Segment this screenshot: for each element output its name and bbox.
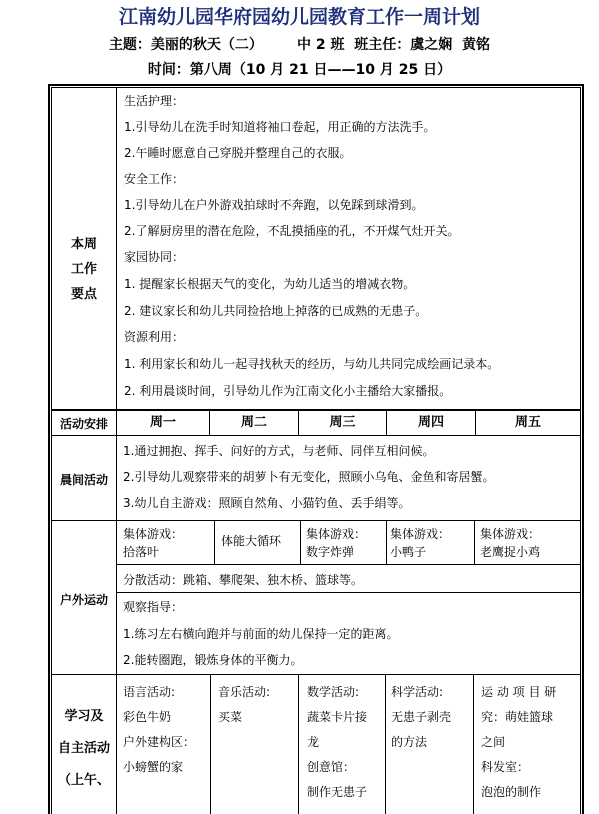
care-heading: 生活护理：	[124, 94, 185, 108]
game-divider-3	[386, 521, 387, 564]
label-column-divider	[116, 87, 117, 814]
learn-divider-2	[298, 675, 299, 814]
resource-item-1: 1. 利用家长和幼儿一起寻找秋天的经历，与幼儿共同完成绘画记录本。	[124, 357, 500, 371]
guidance-item-2: 2.能转圈跑，锻炼身体的平衡力。	[123, 653, 303, 667]
home-item-1: 1. 提醒家长根据天气的变化，为幼儿适当的增减衣物。	[124, 277, 416, 291]
guidance-item-1: 1.练习左右横向跑并与前面的幼儿保持一定的距离。	[123, 627, 399, 641]
safety-item-2: 2.了解厨房里的潜在危险，不乱摸插座的孔，不开煤气灶开关。	[124, 224, 460, 238]
page-title: 江南幼儿园华府园幼儿园教育工作一周计划	[118, 6, 480, 28]
game-fri: 集体游戏： 老鹰捉小鸡	[480, 527, 541, 559]
table-border-right-inner	[580, 87, 581, 814]
time-line: 时间：第八周（10 月 21 日——10 月 25 日）	[147, 62, 452, 78]
table-border-left	[48, 84, 50, 814]
game-divider-4	[474, 521, 475, 564]
game-divider-1	[214, 521, 215, 564]
learning-wed: 数学活动: 蔬菜卡片接 龙 创意馆： 制作无患子	[307, 685, 368, 799]
table-border-top-inner	[51, 87, 581, 88]
game-divider-2	[300, 521, 301, 564]
day-header-wed: 周三	[329, 415, 356, 430]
guidance-heading: 观察指导：	[123, 600, 184, 614]
safety-item-1: 1.引导幼儿在户外游戏拍球时不奔跑，以免踩到球滑到。	[124, 198, 424, 212]
schedule-label: 活动安排	[59, 417, 108, 431]
morning-item-2: 2.引导幼儿观察带来的胡萝卜有无变化，照顾小乌龟、金鱼和寄居蟹。	[123, 470, 495, 484]
resource-item-2: 2. 利用晨谈时间，引导幼儿作为江南文化小主播给大家播报。	[124, 384, 452, 398]
learning-tue: 音乐活动: 买菜	[218, 685, 271, 724]
day-header-fri: 周五	[514, 415, 541, 430]
learning-thu: 科学活动: 无患子剥壳 的方法	[391, 685, 452, 749]
resource-heading: 资源利用：	[124, 330, 185, 344]
morning-item-1: 1.通过拥抱、挥手、问好的方式，与老师、同伴互相问候。	[123, 444, 435, 458]
care-item-2: 2.午睡时愿意自己穿脱并整理自己的衣服。	[124, 146, 352, 160]
row-divider-outdoor-bottom	[51, 674, 581, 675]
outdoor-label: 户外运动	[59, 593, 108, 607]
table-border-top	[48, 84, 584, 86]
care-item-1: 1.引导幼儿在洗手时知道将袖口卷起，用正确的方法洗手。	[124, 120, 436, 134]
outdoor-scattered-bottom	[116, 592, 581, 593]
learning-label: 学习及 自主活动 （上午、	[57, 709, 110, 788]
day-header-mon: 周一	[149, 415, 176, 430]
row-divider-schedule-top	[51, 409, 581, 411]
theme-line: 主题：美丽的秋天（二） 中 2 班 班主任：虞之娴 黄铭	[108, 37, 491, 53]
day-header-tue: 周二	[240, 415, 267, 430]
day-header-thu: 周四	[417, 415, 444, 430]
learn-divider-3	[385, 675, 386, 814]
scattered-activities: 分散活动：跳箱、攀爬架、独木桥、篮球等。	[123, 573, 364, 587]
plan-table	[48, 84, 584, 814]
safety-heading: 安全工作：	[124, 172, 185, 186]
row-divider-morning-bottom	[51, 520, 581, 521]
table-border-right	[582, 84, 584, 814]
morning-item-3: 3.幼儿自主游戏：照顾自然角、小猫钓鱼、丢手绢等。	[123, 496, 411, 510]
learn-divider-1	[210, 675, 211, 814]
row-divider-schedule-bottom	[51, 435, 581, 436]
game-mon: 集体游戏： 拾落叶	[123, 527, 184, 559]
game-tue: 体能大循环	[221, 534, 282, 548]
home-item-2: 2. 建议家长和幼儿共同捡拾地上掉落的已成熟的无患子。	[124, 304, 428, 318]
learning-fri: 运 动 项 目 研 究：萌娃篮球 之间 科发室： 泡泡的制作	[481, 685, 557, 799]
game-thu: 集体游戏： 小鸭子	[390, 527, 451, 559]
weekly-points-label: 本周 工作 要点	[70, 237, 97, 302]
learning-mon: 语言活动: 彩色牛奶 户外建构区： 小螃蟹的家	[123, 685, 196, 774]
outdoor-games-bottom	[116, 564, 581, 565]
home-heading: 家园协同：	[124, 250, 185, 264]
morning-label: 晨间活动	[59, 473, 108, 487]
learn-divider-4	[473, 675, 474, 814]
game-wed: 集体游戏： 数字炸弹	[306, 527, 367, 559]
